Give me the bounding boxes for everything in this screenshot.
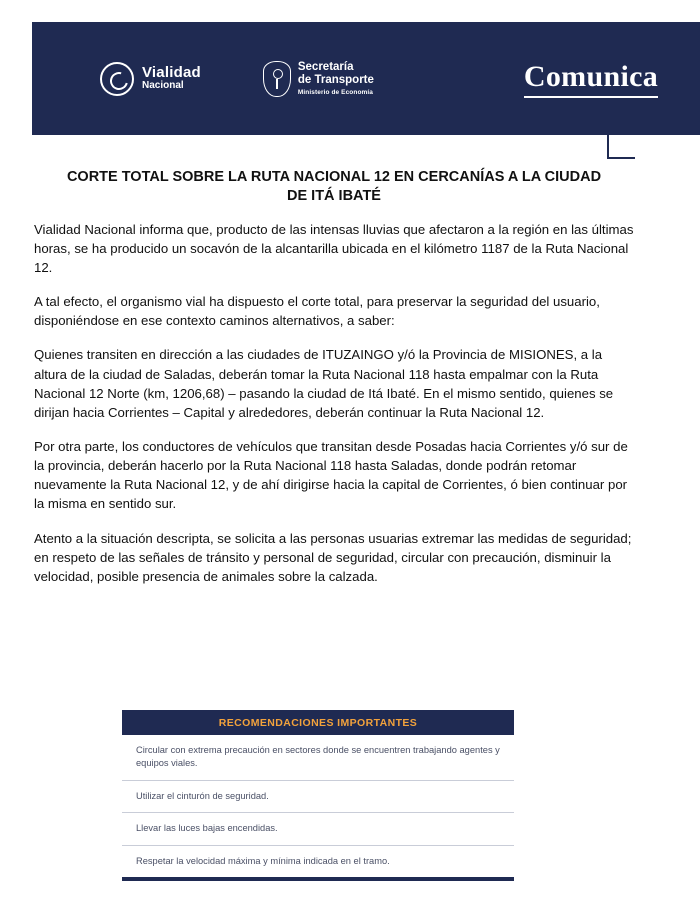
secretaria-logo-line1: Secretaría [297, 60, 354, 73]
vialidad-spiral-icon [100, 62, 134, 96]
argentina-shield-icon [263, 61, 291, 97]
table-row: Utilizar el cinturón de seguridad. [122, 781, 514, 813]
recommendations-heading: RECOMENDACIONES IMPORTANTES [122, 710, 514, 735]
vialidad-logo-line1: Vialidad [142, 64, 201, 82]
vialidad-nacional-logo [100, 62, 201, 96]
recommendations-table [122, 710, 514, 881]
table-row: Circular con extrema precaución en sectores donde se encuentren trabajando agentes y equipos viales. [122, 735, 514, 781]
table-row: Respetar la velocidad máxima y mínima indicada en el tramo. [136, 855, 390, 866]
comunicado-heading: Comunica [524, 60, 658, 98]
body-paragraph: Vialidad Nacional informa que, producto de las intensas lluvias que afectaron a la región en las últimas horas, se ha producido un socavón de la alcantarilla ubicada en el kilómetro 1187 de la Ruta Nacional 12. [34, 221, 634, 275]
vialidad-logo-text [142, 65, 201, 91]
secretaria-logo-line2: de Transporte [297, 73, 374, 86]
body-paragraph: A tal efecto, el organismo vial ha dispuesto el corte total, para preservar la seguridad del usuario, disponiéndose en ese contexto caminos alternativos, a saber: [34, 294, 600, 329]
document-body [34, 168, 634, 601]
page-title: CORTE TOTAL SOBRE LA RUTA NACIONAL 12 EN CERCANÍAS A LA CIUDAD DE ITÁ IBATÉ [66, 169, 602, 204]
secretaria-logo-line3: Ministerio de Economía [297, 88, 374, 96]
header-corner-accent [607, 135, 635, 159]
secretaria-logo-text [298, 61, 374, 96]
header-band [32, 22, 700, 135]
body-paragraph: Quienes transiten en dirección a las ciudades de ITUZAINGO y/ó la Provincia de MISIONES, a la altura de la ciudad de Saladas, deberán tomar la Ruta Nacional 118 hasta empalmar con la Ruta Nacional 12 Norte (km, 1206,68) – pasando la ciudad de Itá Ibaté. En el mismo sentido, quienes se dirijan hacia Corrientes – Capital y alrededores, deberán continuar la Ruta Nacional 12. [34, 347, 614, 420]
secretaria-transporte-logo [263, 61, 374, 97]
header-inner [32, 60, 700, 98]
body-paragraph: Por otra parte, los conductores de vehículos que transitan desde Posadas hacia Corrientes y/ó sur de la provincia, deberán hacerlo por la Ruta Nacional 118 hasta Saladas, donde podrán retomar nuevamente la Ruta Nacional 12, y de ahí dirigirse hacia la capital de Corrientes, ó bien continuar por la misma en sentido sur. [34, 438, 628, 512]
table-row: Llevar las luces bajas encendidas. [122, 813, 514, 845]
vialidad-logo-line2: Nacional [142, 80, 184, 92]
body-paragraph: Atento a la situación descripta, se solicita a las personas usuarias extremar las medidas de seguridad; en respeto de las señales de tránsito y personal de seguridad, circular con precaución, disminuir la velocidad, posible presencia de animales sobre la calzada. [34, 530, 632, 584]
